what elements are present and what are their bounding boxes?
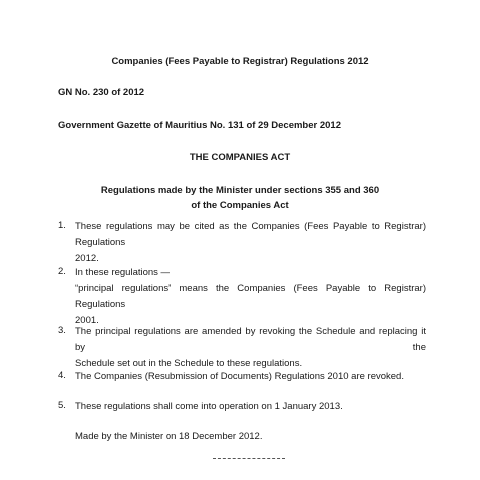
item-line: 2001. xyxy=(75,315,99,326)
item-number: 4. xyxy=(58,370,66,381)
item-text xyxy=(75,265,426,329)
item-number: 3. xyxy=(58,325,66,336)
item-line: The principal regulations are amended by revoking the Schedule and replacing it by the xyxy=(75,326,426,353)
item-text xyxy=(75,219,426,267)
item-line: In these regulations — xyxy=(75,267,171,278)
item-line: The Companies (Resubmission of Documents) Regulations 2010 are revoked. xyxy=(75,371,404,382)
regulations-heading-line2: of the Companies Act xyxy=(191,200,289,211)
document-title: Companies (Fees Payable to Registrar) Regulations 2012 xyxy=(111,56,369,67)
item-line: These regulations may be cited as the Companies (Fees Payable to Registrar) Regulations xyxy=(75,221,426,248)
item-line: These regulations shall come into operation on 1 January 2013. xyxy=(75,401,343,412)
regulations-heading xyxy=(0,183,480,213)
item-text xyxy=(75,324,426,372)
regulations-heading-line1: Regulations made by the Minister under sections 355 and 360 xyxy=(100,185,380,196)
gn-number: GN No. 230 of 2012 xyxy=(58,87,145,98)
item-text xyxy=(75,399,426,415)
item-number: 1. xyxy=(58,220,66,231)
gazette-reference: Government Gazette of Mauritius No. 131 of 29 December 2012 xyxy=(58,120,341,131)
item-line: “principal regulations” means the Companies (Fees Payable to Registrar) Regulations xyxy=(75,283,426,310)
item-number: 2. xyxy=(58,266,66,277)
section-divider xyxy=(213,458,285,459)
item-line: 2012. xyxy=(75,253,99,264)
made-by-statement: Made by the Minister on 18 December 2012. xyxy=(75,431,263,442)
act-heading: THE COMPANIES ACT xyxy=(189,152,291,163)
item-number: 5. xyxy=(58,400,66,411)
item-text xyxy=(75,369,426,385)
item-line: Schedule set out in the Schedule to these regulations. xyxy=(75,358,303,369)
